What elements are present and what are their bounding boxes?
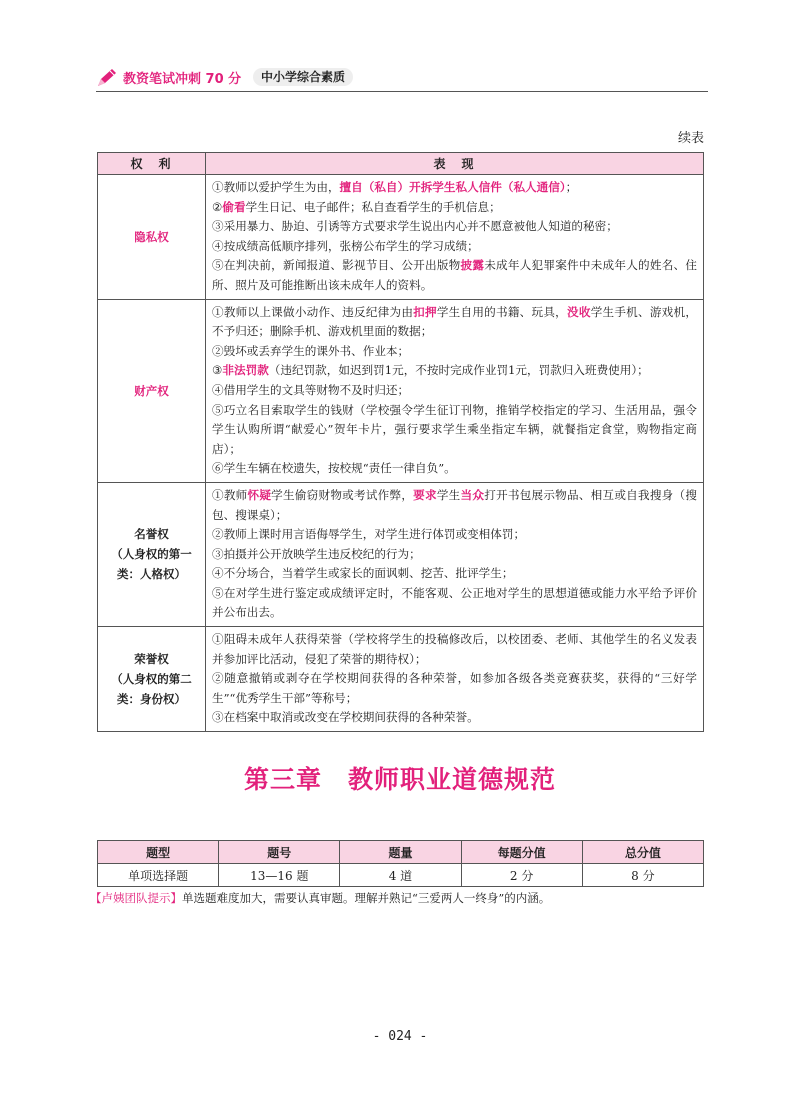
- highlighted-term: 扣押: [413, 304, 437, 319]
- behavior-item: [212, 584, 697, 623]
- behavior-item: [212, 525, 697, 545]
- behavior-text: 打开书包展示物品、相互或自我搜身（搜包、搜课桌）；: [212, 487, 697, 522]
- behavior-item: [212, 564, 697, 584]
- behavior-text: ④借用学生的文具等财物不及时归还；: [212, 382, 410, 397]
- right-name-cell: [98, 627, 206, 732]
- score-header: 每题分值: [461, 841, 582, 864]
- pencil-icon: [96, 68, 118, 88]
- right-name-cell: [98, 482, 206, 626]
- column-header-rights: 权 利: [98, 153, 206, 175]
- right-name: 隐私权: [134, 229, 169, 244]
- behavior-item: [212, 459, 697, 479]
- behavior-item: [212, 630, 697, 669]
- score-cell: 单项选择题: [98, 864, 219, 887]
- highlighted-term: 没收: [567, 304, 591, 319]
- rights-table-header: [98, 153, 704, 175]
- highlighted-term: 披露: [460, 258, 485, 273]
- rights-row: [98, 299, 704, 482]
- behavior-item: [212, 237, 697, 257]
- behavior-item: [212, 342, 697, 362]
- behavior-text: ①阻碍未成年人获得荣誉（学校将学生的投稿修改后，以校团委、老师、其他学生的名义发表并参加评比活动，侵犯了荣誉的期待权）；: [212, 632, 697, 666]
- behavior-item: [212, 256, 697, 295]
- rights-row: [98, 482, 704, 626]
- behavior-text: ⑤在判决前，新闻报道、影视节目、公开出版物: [212, 258, 461, 273]
- behavior-item: [212, 178, 697, 198]
- score-row: [98, 864, 704, 887]
- behavior-text: ②: [212, 199, 223, 214]
- behavior-item: [212, 303, 697, 342]
- behavior-text: ①教师: [212, 487, 248, 502]
- behavior-text: ①教师以爱护学生为由，: [212, 180, 340, 194]
- behavior-text: ⑥学生车辆在校遗失，按校规“责任一律自负”。: [212, 461, 456, 476]
- right-behaviors-cell: [206, 482, 704, 626]
- highlighted-term: 要求: [413, 487, 437, 502]
- score-header: 题型: [98, 841, 219, 864]
- behavior-text: 学生手机、游戏机，不予归还；删除手机、游戏机里面的数据；: [212, 304, 697, 339]
- behavior-text: ③: [212, 363, 223, 378]
- behavior-item: [212, 381, 697, 401]
- score-cell: 2 分: [461, 864, 582, 887]
- continued-label: 续表: [677, 131, 704, 146]
- behavior-text: （违纪罚款，如迟到罚1元，不按时完成作业罚1元，罚款归入班费使用）；: [268, 363, 649, 378]
- chapter-title: 第三章 教师职业道德规范: [243, 765, 556, 794]
- score-header: 总分值: [582, 841, 703, 864]
- highlighted-term: 怀疑: [247, 487, 272, 502]
- team-tip: [90, 890, 550, 906]
- behavior-text: ③在档案中取消或改变在学校期间获得的各种荣誉。: [212, 710, 479, 725]
- right-behaviors-cell: [206, 627, 704, 732]
- highlighted-term: 擅自（私自）开拆学生私人信件（私人通信）: [339, 180, 566, 194]
- behavior-item: [212, 669, 697, 708]
- behavior-text: 学生: [436, 487, 461, 502]
- highlighted-term: 非法罚款: [222, 363, 269, 378]
- behavior-text: ①教师以上课做小动作、违反纪律为由: [212, 304, 414, 319]
- behavior-item: [212, 217, 697, 237]
- right-name-cell: [98, 175, 206, 300]
- right-name: 名誉权: [134, 527, 169, 542]
- rights-row: [98, 175, 704, 300]
- right-behaviors-cell: [206, 299, 704, 482]
- behavior-text: ②随意撤销或剥夺在学校期间获得的各种荣誉，如参加各级各类竞赛获奖，获得的“三好学生”“优秀学生干部”等称号；: [212, 671, 697, 705]
- rights-row: [98, 627, 704, 732]
- score-header: 题量: [340, 841, 461, 864]
- behavior-text: ④按成绩高低顺序排列，张榜公布学生的学习成绩；: [212, 238, 479, 253]
- behavior-item: [212, 708, 697, 728]
- behavior-text: ③拍摄并公开放映学生违反校纪的行为；: [212, 546, 421, 561]
- right-name: 荣誉权: [134, 652, 169, 667]
- behavior-item: [212, 486, 697, 525]
- tip-text: 单选题难度加大，需要认真审题。理解并熟记“三爱两人一终身”的内涵。: [182, 891, 551, 905]
- page-number: - 024 -: [372, 1029, 428, 1044]
- behavior-text: ；: [565, 180, 578, 194]
- behavior-text: 未成年人犯罪案件中未成年人的姓名、住所、照片及可能推断出该未成年人的资料。: [212, 258, 697, 292]
- score-cell: 8 分: [582, 864, 703, 887]
- column-header-behaviors: 表 现: [206, 153, 704, 175]
- score-cell: 4 道: [340, 864, 461, 887]
- behavior-text: ③采用暴力、胁迫、引诱等方式要求学生说出内心并不愿意被他人知道的秘密；: [212, 219, 618, 234]
- behavior-text: ②教师上课时用言语侮辱学生，对学生进行体罚或变相体罚；: [212, 527, 526, 542]
- behavior-item: [212, 198, 697, 218]
- score-table: [97, 840, 704, 887]
- right-category: （人身权的第二类：身份权）: [111, 672, 192, 707]
- right-name: 财产权: [134, 383, 169, 398]
- brand-title: 教资笔试冲刺 70 分: [123, 72, 242, 87]
- behavior-text: 学生日记、电子邮件；私自查看学生的手机信息；: [245, 199, 501, 214]
- highlighted-term: 偷看: [222, 199, 246, 214]
- behavior-text: 学生自用的书籍、玩具，: [436, 304, 568, 319]
- behavior-item: [212, 361, 697, 381]
- highlighted-term: 当众: [460, 487, 485, 502]
- behavior-text: ④不分场合，当着学生或家长的面讽刺、挖苦、批评学生；: [212, 566, 514, 581]
- behavior-text: 学生偷窃财物或考试作弊，: [271, 487, 414, 502]
- rights-table: [97, 152, 704, 732]
- tip-tag: 【卢姨团队提示】: [90, 891, 182, 905]
- behavior-text: ⑤巧立名目索取学生的钱财（学校强令学生征订刊物，推销学校指定的学习、生活用品，强令学生认购所谓“献爱心”贺年卡片，强行要求学生乘坐指定车辆，就餐指定食堂，购物指定商店）；: [212, 402, 697, 456]
- page-header: [96, 66, 708, 92]
- right-name-cell: [98, 299, 206, 482]
- behavior-item: [212, 401, 697, 460]
- score-cell: 13—16 题: [219, 864, 340, 887]
- score-table-header: [98, 841, 704, 864]
- behavior-item: [212, 545, 697, 565]
- behavior-text: ⑤在对学生进行鉴定或成绩评定时，不能客观、公正地对学生的思想道德或能力水平给予评价并公布出去。: [212, 585, 697, 620]
- subject-badge: 中小学综合素质: [253, 68, 353, 86]
- behavior-text: ②毁坏或丢弃学生的课外书、作业本；: [212, 343, 410, 358]
- right-behaviors-cell: [206, 175, 704, 300]
- right-category: （人身权的第一类：人格权）: [111, 547, 192, 582]
- score-header: 题号: [219, 841, 340, 864]
- header-rule: [96, 91, 708, 92]
